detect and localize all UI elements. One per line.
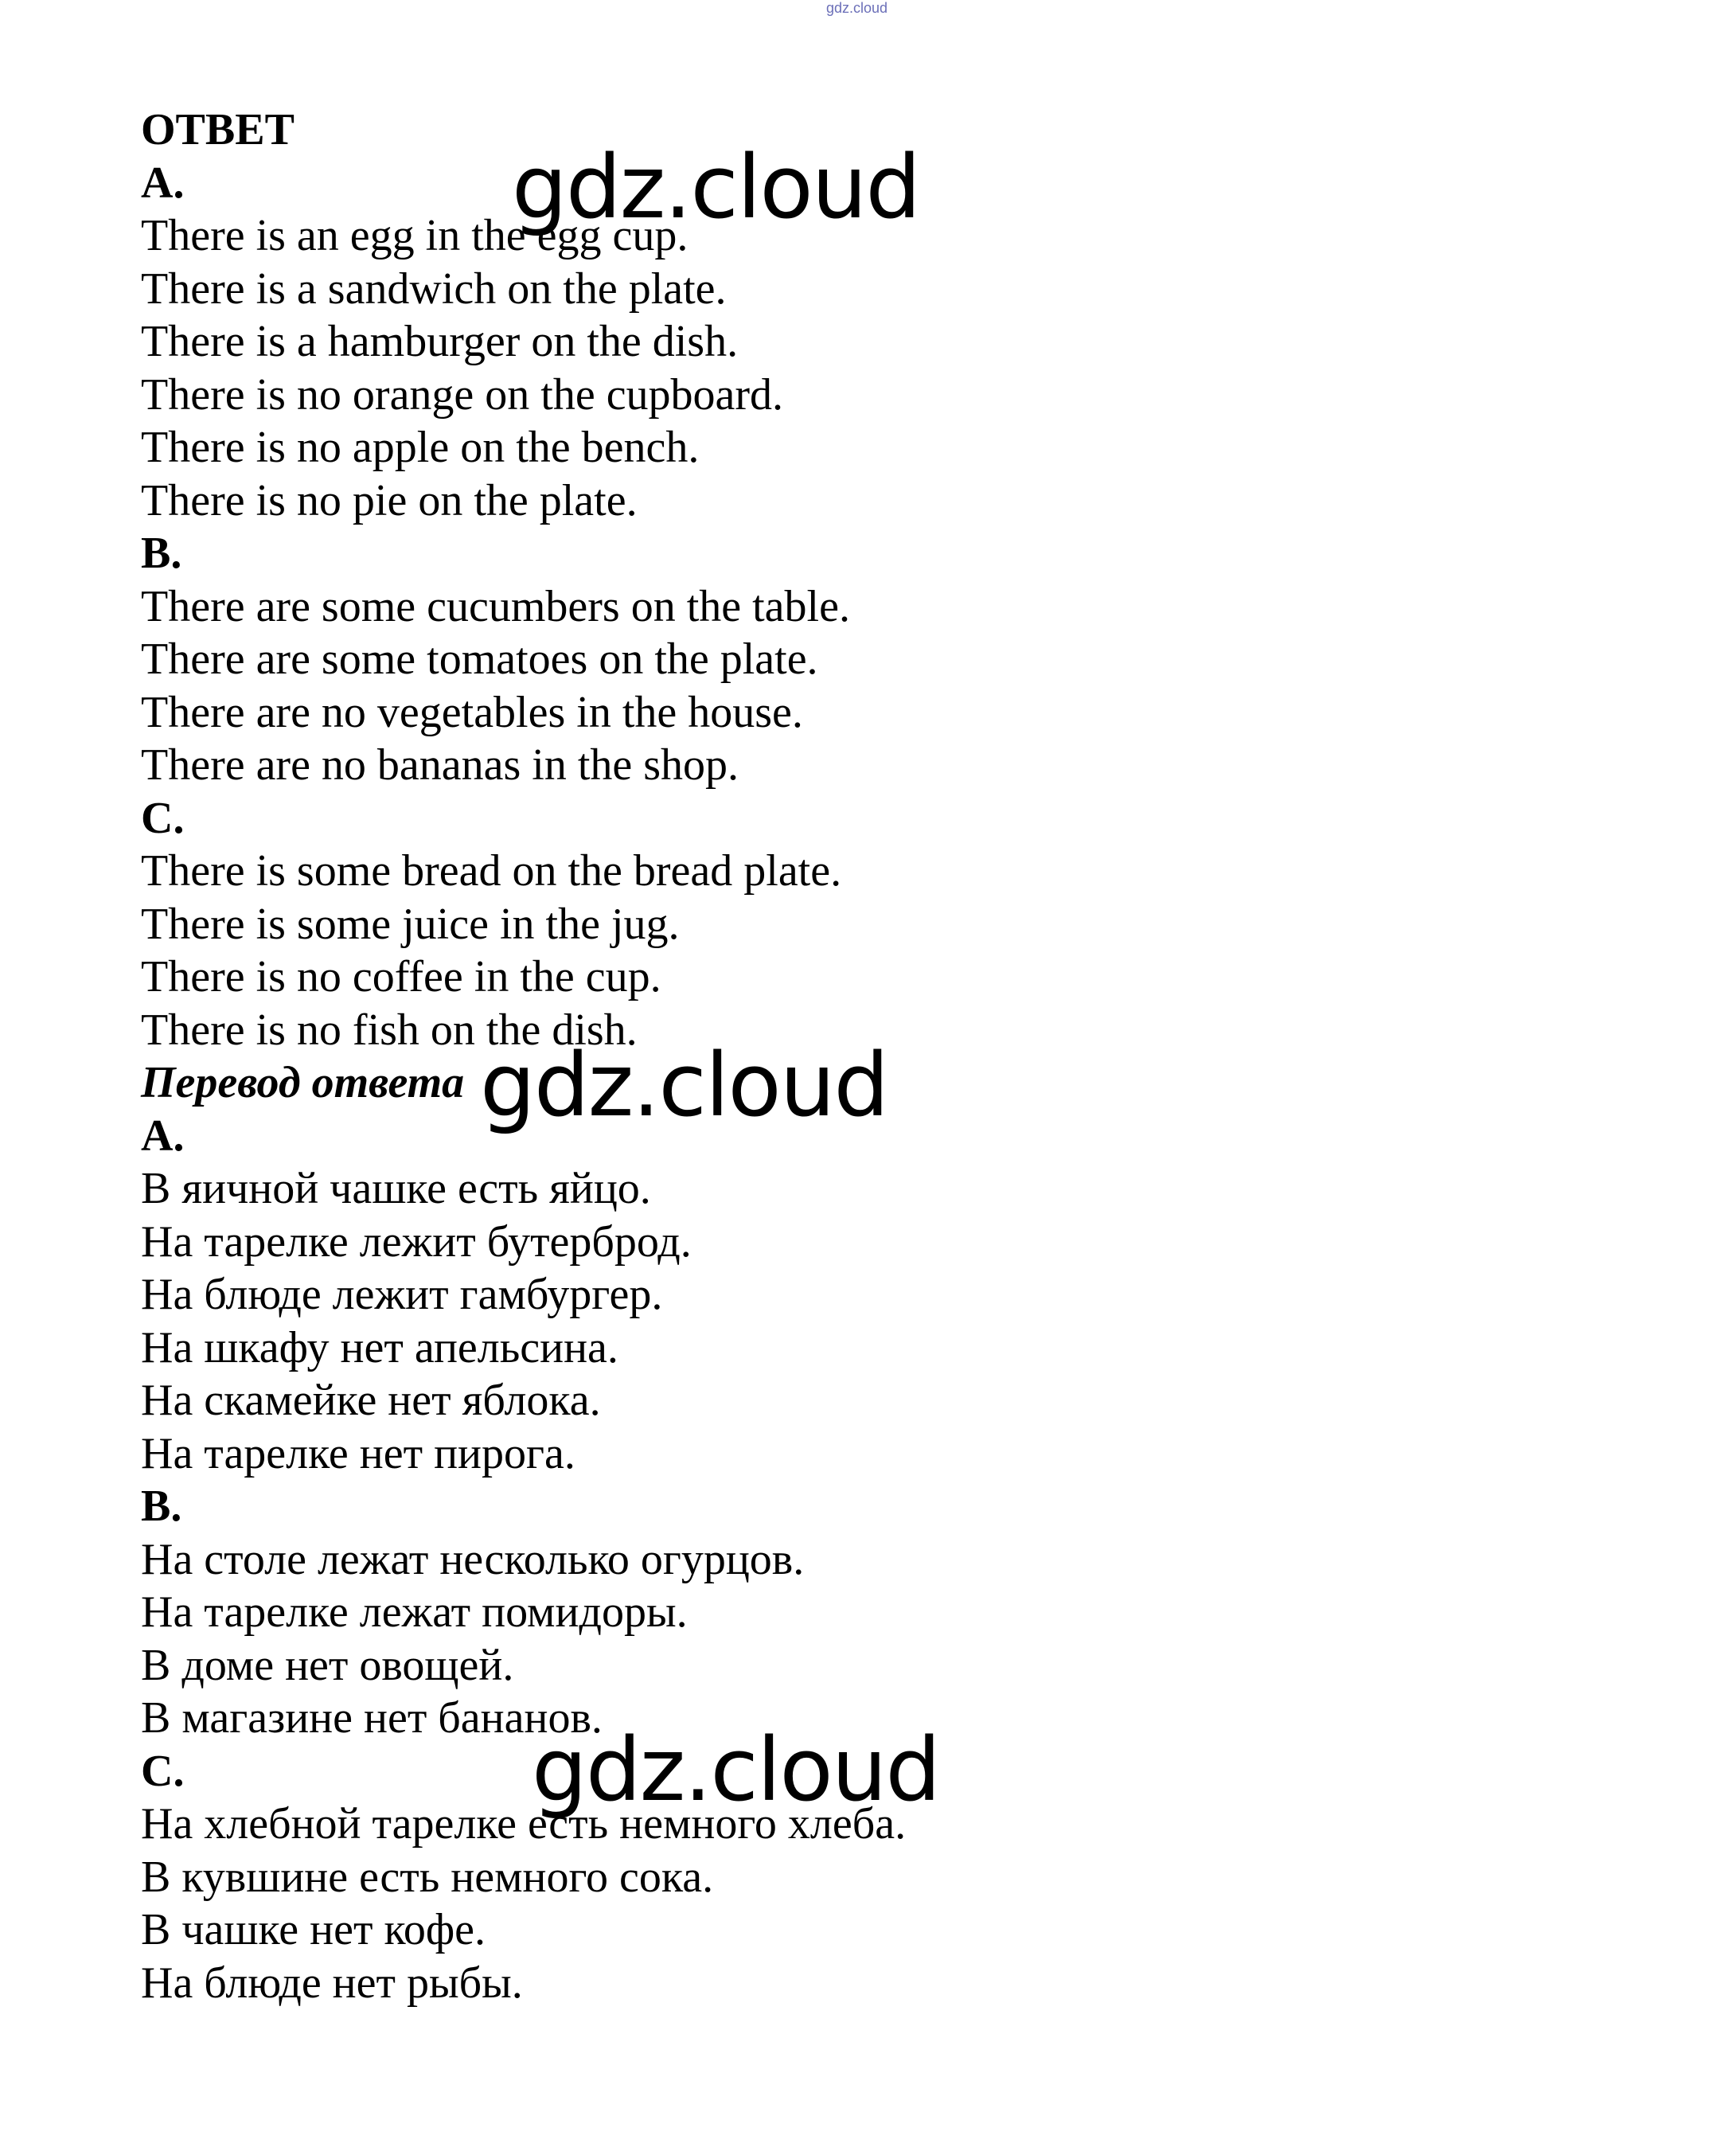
watermark: gdz.cloud bbox=[512, 136, 920, 238]
answer-line: There is no coffee in the cup. bbox=[141, 952, 661, 1001]
answer-line: There is an egg in the egg cup. bbox=[141, 211, 689, 260]
answer-line: There is some juice in the jug. bbox=[141, 899, 680, 949]
section-label: C. bbox=[141, 793, 185, 843]
section-label: B. bbox=[141, 1482, 182, 1531]
translation-line: На тарелке нет пирога. bbox=[141, 1428, 575, 1478]
answer-line: There is a sandwich on the plate. bbox=[141, 264, 727, 314]
watermark: gdz.cloud bbox=[532, 1719, 940, 1821]
answer-title: ОТВЕТ bbox=[141, 105, 295, 154]
translation-line: В кувшине есть немного сока. bbox=[141, 1852, 714, 1902]
answer-line: There are no bananas in the shop. bbox=[141, 740, 739, 790]
translation-line: На блюде лежит гамбургер. bbox=[141, 1270, 663, 1319]
answer-line: There is no apple on the bench. bbox=[141, 423, 700, 472]
translation-line: На тарелке лежат помидоры. bbox=[141, 1587, 688, 1637]
translation-line: В магазине нет бананов. bbox=[141, 1693, 603, 1743]
translation-line: На хлебной тарелке есть немного хлеба. bbox=[141, 1799, 907, 1849]
section-label: B. bbox=[141, 529, 182, 578]
header-watermark: gdz.cloud bbox=[826, 0, 888, 16]
translation-title: Перевод ответа bbox=[141, 1058, 465, 1107]
translation-line: На скамейке нет яблока. bbox=[141, 1376, 601, 1425]
section-label: A. bbox=[141, 158, 185, 208]
answer-line: There is some bread on the bread plate. bbox=[141, 846, 842, 896]
translation-line: На шкафу нет апельсина. bbox=[141, 1322, 618, 1372]
section-label: A. bbox=[141, 1111, 185, 1161]
answer-line: There is no pie on the plate. bbox=[141, 475, 638, 525]
answer-line: There are no vegetables in the house. bbox=[141, 687, 803, 737]
translation-line: На блюде нет рыбы. bbox=[141, 1958, 523, 2008]
translation-line: В доме нет овощей. bbox=[141, 1640, 514, 1690]
translation-line: В яичной чашке есть яйцо. bbox=[141, 1164, 651, 1213]
answer-line: There are some cucumbers on the table. bbox=[141, 581, 850, 631]
answer-line: There is no fish on the dish. bbox=[141, 1005, 638, 1055]
translation-line: На тарелке лежит бутерброд. bbox=[141, 1216, 692, 1267]
answer-line: There is no orange on the cupboard. bbox=[141, 369, 784, 420]
answer-line: There are some tomatoes on the plate. bbox=[141, 634, 818, 684]
watermark: gdz.cloud bbox=[480, 1034, 888, 1136]
translation-line: На столе лежат несколько огурцов. bbox=[141, 1534, 805, 1584]
section-label: C. bbox=[141, 1746, 185, 1796]
answer-line: There is a hamburger on the dish. bbox=[141, 317, 739, 366]
translation-line: В чашке нет кофе. bbox=[141, 1905, 486, 1954]
